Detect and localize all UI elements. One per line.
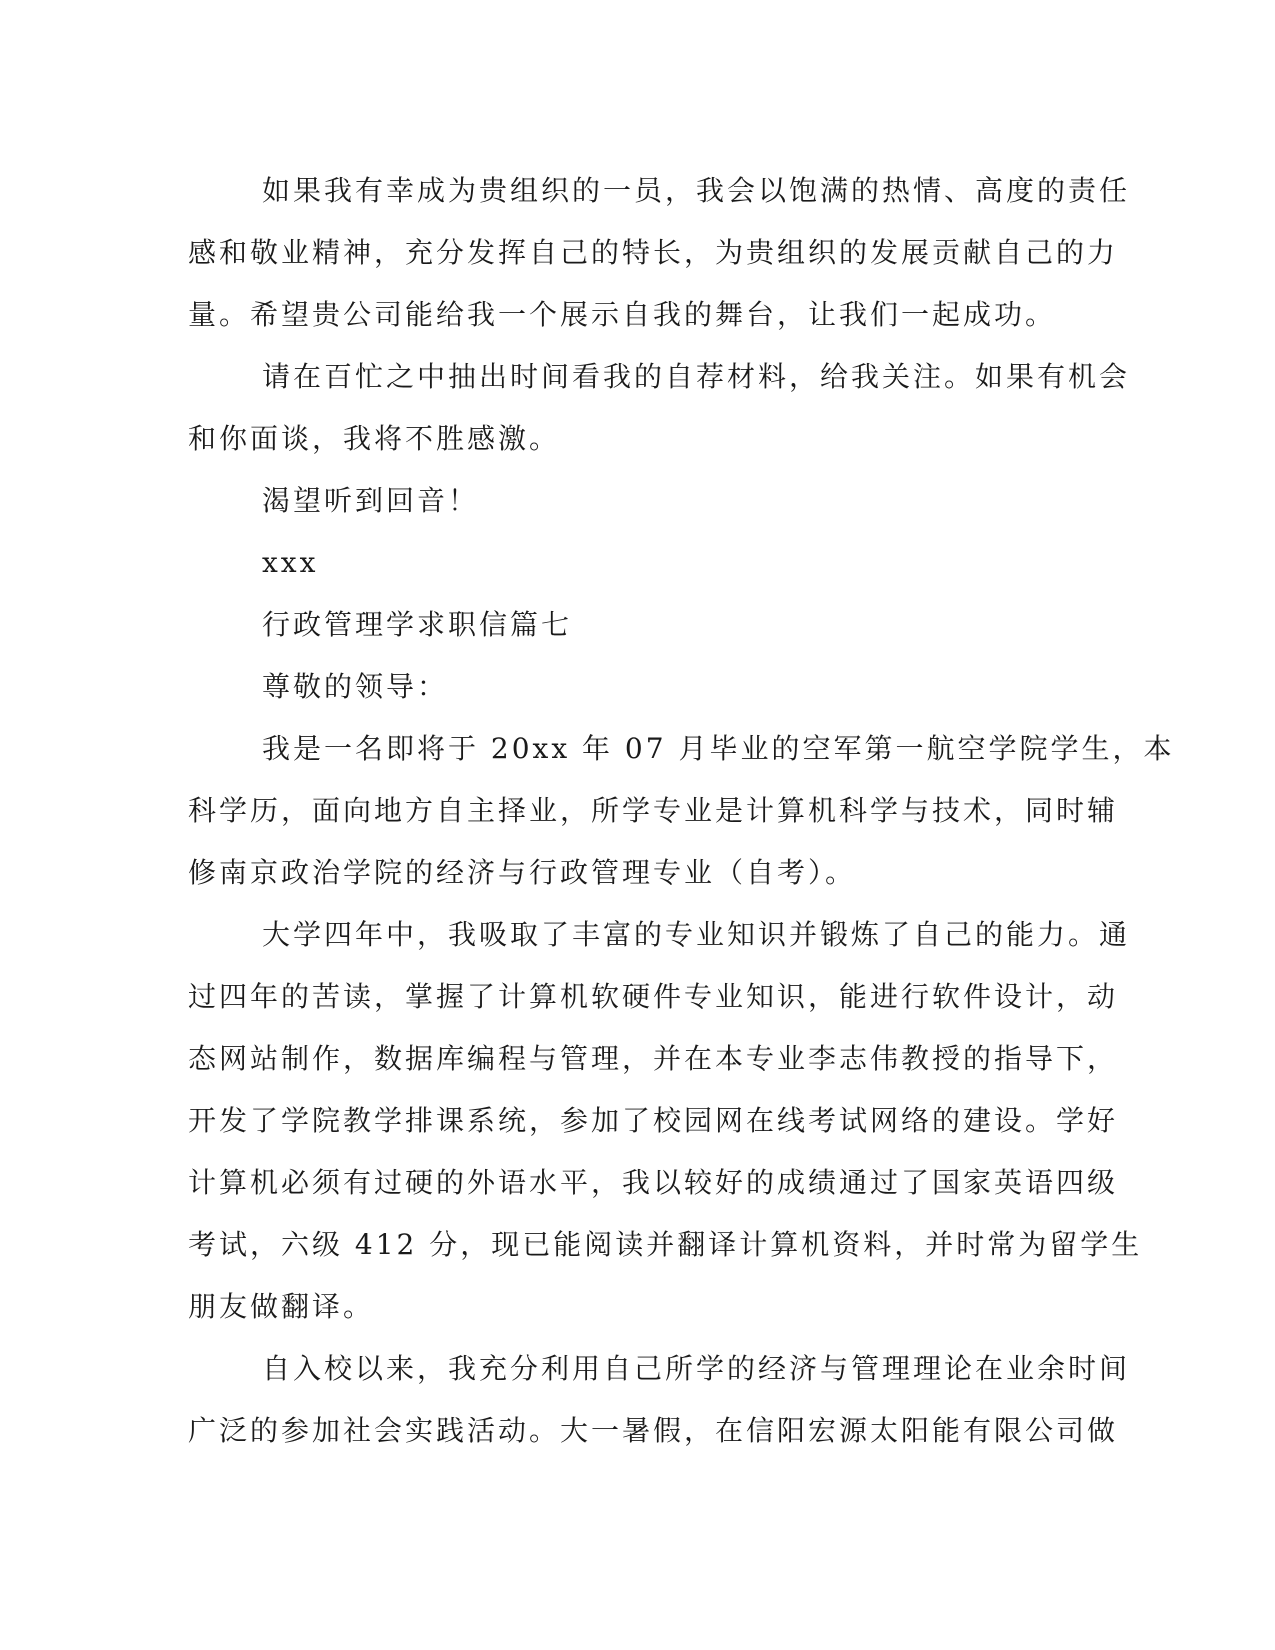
paragraph-commitment <box>188 160 1131 346</box>
text-line: 感和敬业精神，充分发挥自己的特长，为贵组织的发展贡献自己的力 <box>188 236 1119 269</box>
text-line: 自入校以来，我充分利用自己所学的经济与管理理论在业余时间 <box>262 1352 1131 1385</box>
text-line: 考试，六级 412 分，现已能阅读并翻译计算机资料，并时常为留学生 <box>188 1228 1143 1261</box>
paragraph-university <box>188 904 1143 1338</box>
text-line: 请在百忙之中抽出时间看我的自荐材料，给我关注。如果有机会 <box>262 360 1131 393</box>
text-line: 我是一名即将于 20xx 年 07 月毕业的空军第一航空学院学生，本 <box>262 732 1175 765</box>
text-line: 如果我有幸成为贵组织的一员，我会以饱满的热情、高度的责任 <box>262 174 1131 207</box>
text-line: 朋友做翻译。 <box>188 1290 375 1323</box>
paragraph-request <box>188 346 1131 470</box>
section-title: 行政管理学求职信篇七 <box>262 608 573 641</box>
text-line: 大学四年中，我吸取了丰富的专业知识并锻炼了自己的能力。通 <box>262 918 1131 951</box>
paragraph-introduction <box>188 718 1175 904</box>
text-line: 科学历，面向地方自主择业，所学专业是计算机科学与技术，同时辅 <box>188 794 1119 827</box>
salutation-text: 尊敬的领导： <box>262 670 449 703</box>
document-body <box>188 160 1175 1462</box>
salutation <box>188 656 1073 718</box>
signature <box>188 532 1073 594</box>
text-line: 和你面谈，我将不胜感激。 <box>188 422 561 455</box>
paragraph-practice <box>188 1338 1131 1462</box>
text-line: 过四年的苦读，掌握了计算机软硬件专业知识，能进行软件设计，动 <box>188 980 1119 1013</box>
text-line: 计算机必须有过硬的外语水平，我以较好的成绩通过了国家英语四级 <box>188 1166 1119 1199</box>
text-line: 量。希望贵公司能给我一个展示自我的舞台，让我们一起成功。 <box>188 298 1057 331</box>
paragraph-closing <box>188 470 1073 532</box>
text-line: 广泛的参加社会实践活动。大一暑假，在信阳宏源太阳能有限公司做 <box>188 1414 1119 1447</box>
text-line: 态网站制作，数据库编程与管理，并在本专业李志伟教授的指导下， <box>188 1042 1119 1075</box>
signature-name: xxx <box>262 546 319 579</box>
text-line: 开发了学院教学排课系统，参加了校园网在线考试网络的建设。学好 <box>188 1104 1119 1137</box>
section-heading <box>188 594 1073 656</box>
text-line: 渴望听到回音！ <box>262 484 480 517</box>
text-line: 修南京政治学院的经济与行政管理专业（自考）。 <box>188 856 857 889</box>
